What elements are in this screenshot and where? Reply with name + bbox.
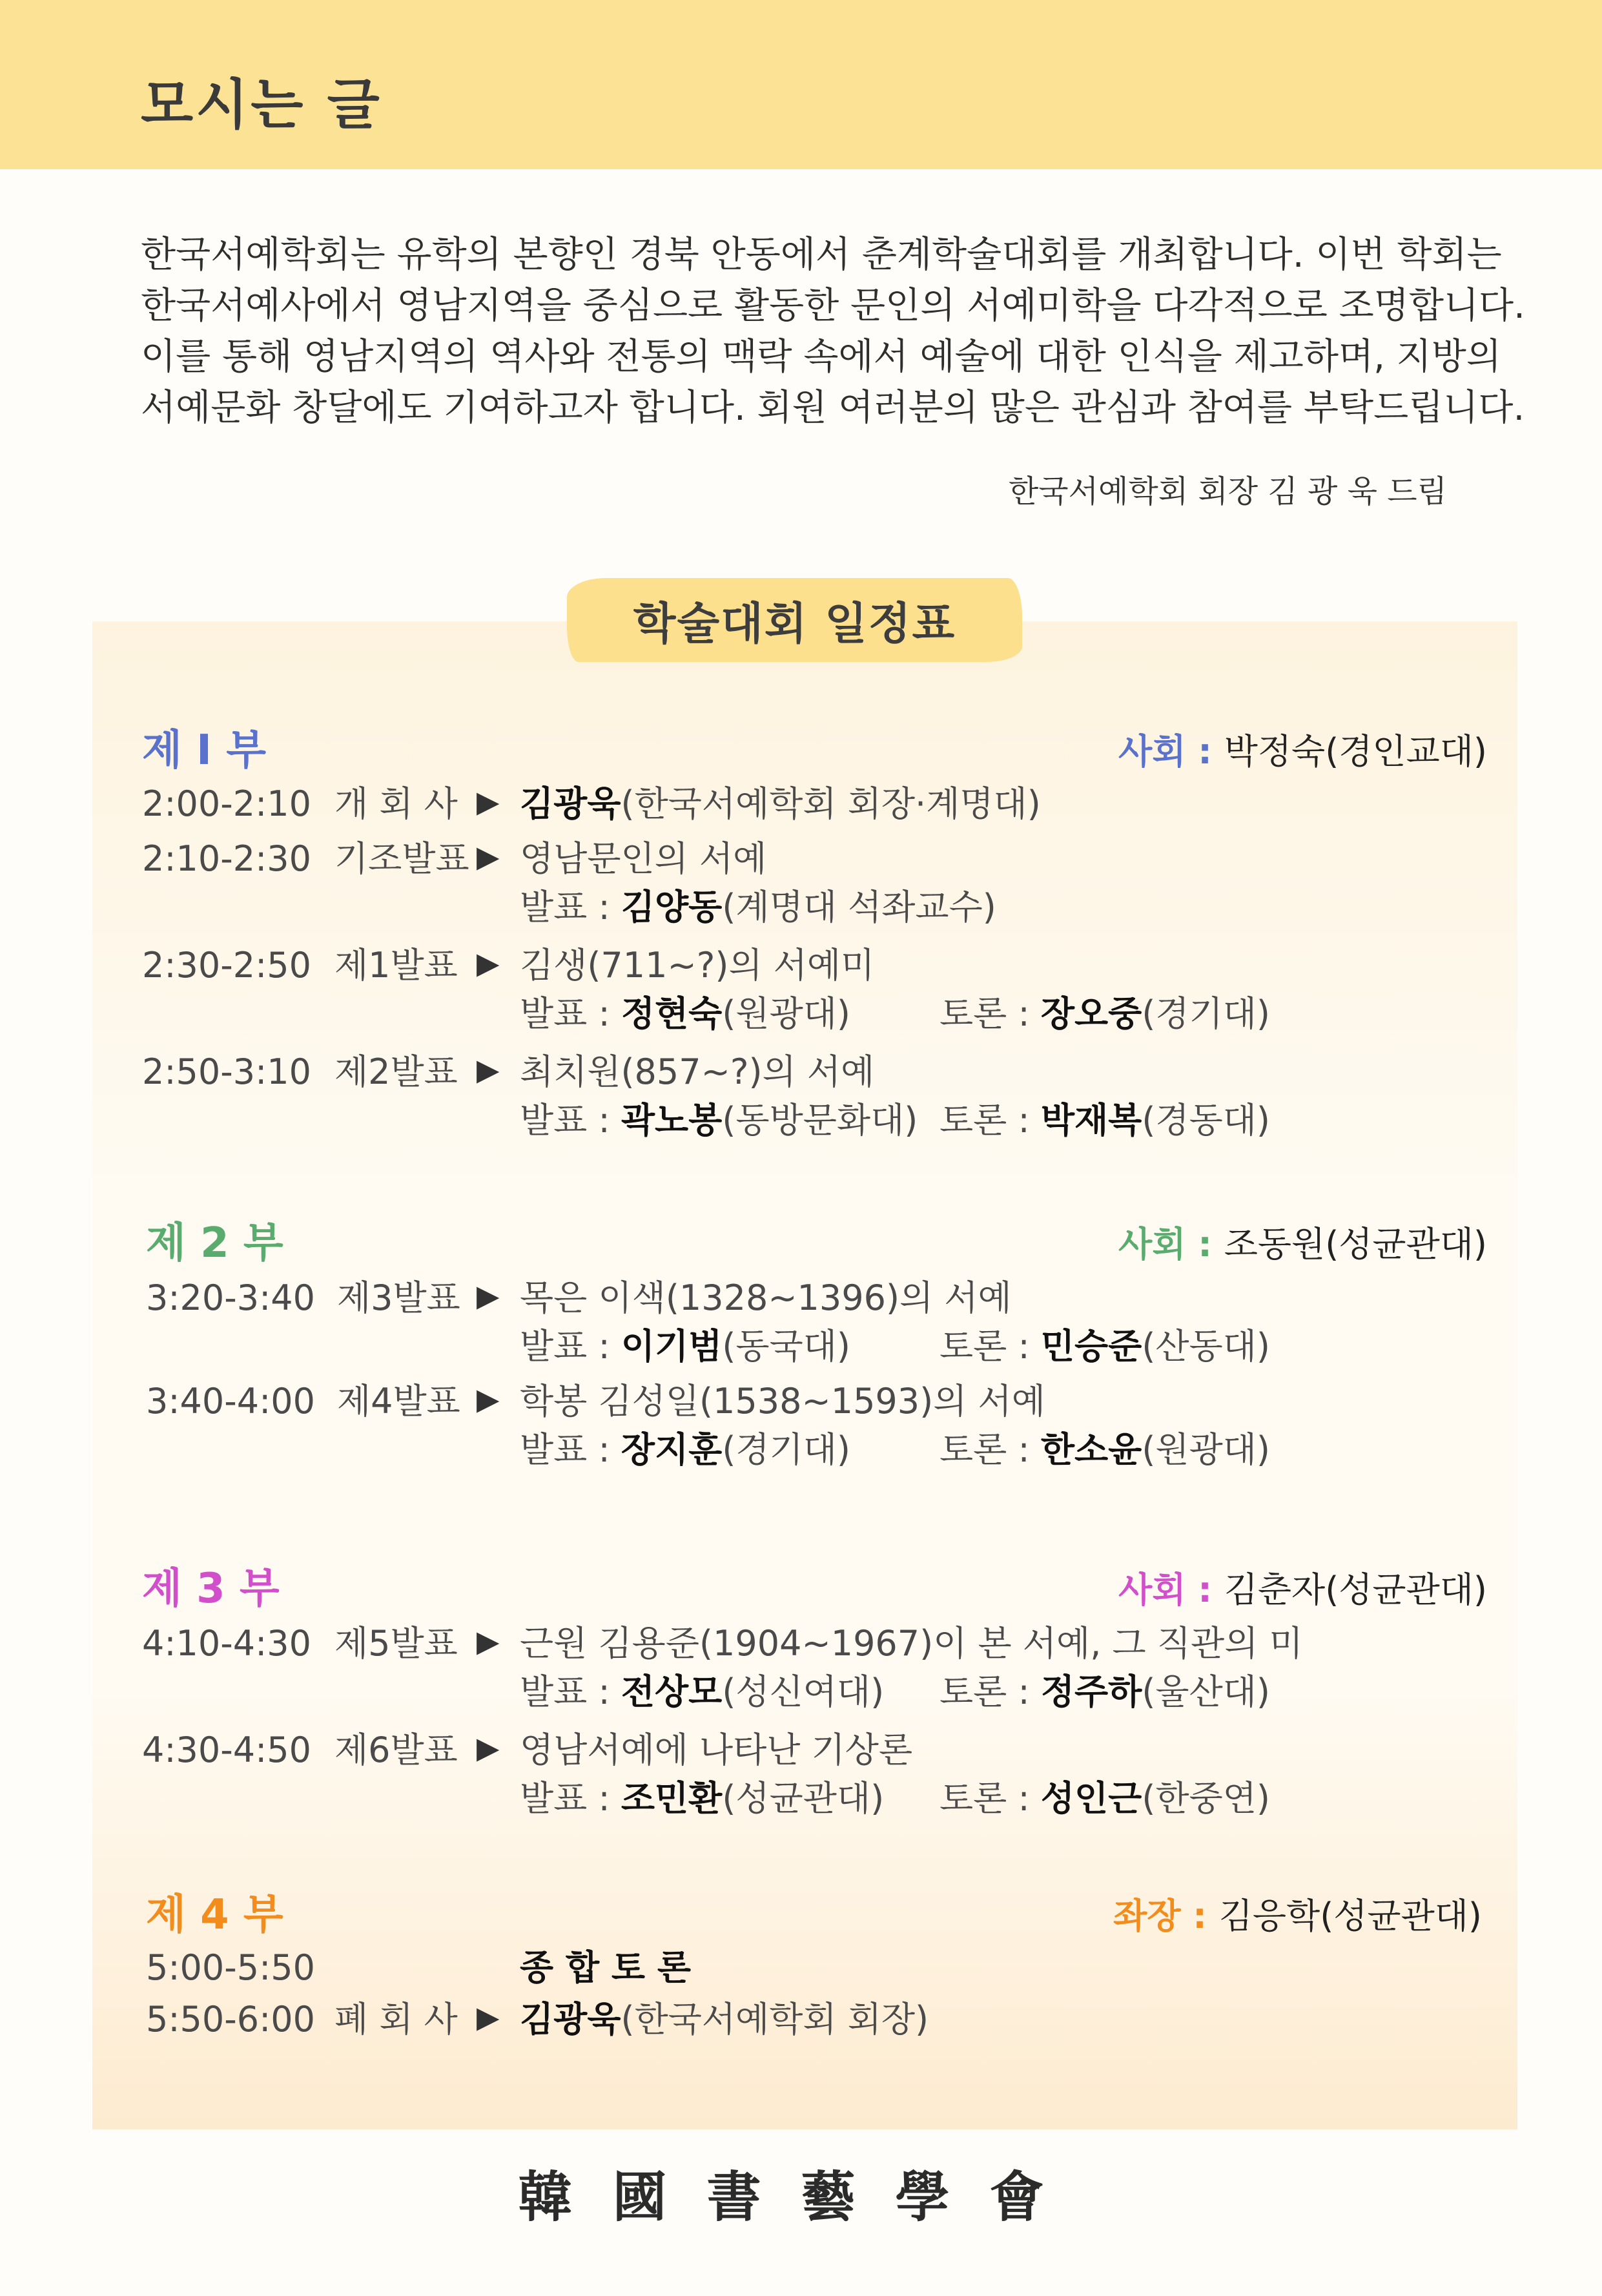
intro-line: 서예문화 창달에도 기여하고자 합니다. 회원 여러분의 많은 관심과 참여를 부탁드립니다. xyxy=(141,387,1525,429)
discussant-affiliation: (한중연) xyxy=(1142,1778,1270,1819)
intro-line: 이를 통해 영남지역의 역사와 전통의 맥락 속에서 예술에 대한 인식을 제고하며, 지방의 xyxy=(141,336,1501,378)
presenter-label: 발표 : xyxy=(520,1778,621,1819)
discussant-label: 토론 : xyxy=(940,1778,1041,1819)
presenter-name: 김양동 xyxy=(621,887,723,927)
row-time: 3:20-3:40 xyxy=(146,1277,316,1318)
host-name: 조동원(성균관대) xyxy=(1224,1224,1487,1265)
talk-title: 종 합 토 론 xyxy=(520,1947,692,1988)
discussant-affiliation: (경기대) xyxy=(1142,993,1270,1034)
arrow-icon: ▶ xyxy=(477,1730,500,1765)
discussant-name: 민승준 xyxy=(1040,1326,1142,1367)
row-time: 3:40-4:00 xyxy=(146,1381,316,1422)
signature: 한국서예학회 회장 김 광 욱 드림 xyxy=(1008,473,1447,510)
part-1-host xyxy=(1118,731,1487,772)
host-label: 사회 : xyxy=(1118,1569,1224,1610)
talk-title: 목은 이색(1328~1396)의 서예 xyxy=(520,1277,1012,1318)
arrow-icon: ▶ xyxy=(477,1624,500,1659)
speaker-name: 김광욱 xyxy=(520,783,621,824)
intro-line: 한국서예학회는 유학의 본향인 경북 안동에서 춘계학술대회를 개최합니다. 이번 학회는 xyxy=(141,234,1502,276)
part-2-title: 제 2 부 xyxy=(146,1219,283,1267)
discussant-name: 성인근 xyxy=(1040,1778,1142,1819)
presenter-name: 정현숙 xyxy=(621,993,723,1034)
intro-line: 한국서예사에서 영남지역을 중심으로 활동한 문인의 서예미학을 다각적으로 조명합니다. xyxy=(141,285,1525,327)
arrow-icon: ▶ xyxy=(477,839,500,874)
talk-title: 영남서예에 나타난 기상론 xyxy=(520,1730,913,1770)
speaker-affiliation: (한국서예학회 회장) xyxy=(621,1999,929,2040)
presenter-label: 발표 : xyxy=(520,993,621,1034)
talk-title: 최치원(857~?)의 서예 xyxy=(520,1051,875,1092)
row-time: 2:00-2:10 xyxy=(142,783,312,824)
presenter-label: 발표 : xyxy=(520,1326,621,1367)
presenter-affiliation: (경기대) xyxy=(722,1429,850,1470)
row-time: 2:10-2:30 xyxy=(142,838,312,879)
discussant-name: 정주하 xyxy=(1040,1671,1142,1712)
row-role: 제4발표 xyxy=(337,1381,460,1422)
host-label: 사회 : xyxy=(1118,731,1224,772)
talk-title: 영남문인의 서예 xyxy=(520,838,767,879)
discussant-name: 장오중 xyxy=(1040,993,1142,1034)
row-role: 개 회 사 xyxy=(334,783,458,824)
part-4-title: 제 4 부 xyxy=(146,1891,283,1939)
society-name: 韓國書藝學會 xyxy=(518,2165,1084,2229)
speaker-affiliation: (한국서예학회 회장·계명대) xyxy=(621,783,1041,824)
discussant-label: 토론 : xyxy=(940,1100,1041,1141)
row-time: 5:50-6:00 xyxy=(146,1999,316,2040)
row-time: 4:30-4:50 xyxy=(142,1730,312,1770)
row-time: 5:00-5:50 xyxy=(146,1947,316,1988)
presenter-name: 조민환 xyxy=(621,1778,723,1819)
schedule-title: 학술대회 일정표 xyxy=(567,578,1022,662)
row-role: 제5발표 xyxy=(334,1623,458,1664)
part-3-host xyxy=(1118,1569,1487,1610)
presenter-affiliation: (원광대) xyxy=(722,993,850,1034)
row-time: 2:30-2:50 xyxy=(142,945,312,986)
row-time: 2:50-3:10 xyxy=(142,1051,312,1092)
intro-paragraph xyxy=(141,229,1525,433)
presenter-name: 곽노봉 xyxy=(621,1100,723,1141)
arrow-icon: ▶ xyxy=(477,1381,500,1416)
row-role: 기조발표 xyxy=(334,838,469,879)
row-role: 제6발표 xyxy=(334,1730,458,1770)
arrow-icon: ▶ xyxy=(477,1052,500,1087)
row-role: 제2발표 xyxy=(334,1051,458,1092)
host-name: 김춘자(성균관대) xyxy=(1224,1569,1487,1610)
talk-title: 학봉 김성일(1538~1593)의 서예 xyxy=(520,1381,1045,1422)
talk-title: 근원 김용준(1904~1967)이 본 서예, 그 직관의 미 xyxy=(520,1623,1303,1664)
discussant-affiliation: (울산대) xyxy=(1142,1671,1270,1712)
presenter-name: 장지훈 xyxy=(621,1429,723,1470)
row-role: 제3발표 xyxy=(337,1277,460,1318)
host-label: 사회 : xyxy=(1118,1224,1224,1265)
talk-title: 김생(711~?)의 서예미 xyxy=(520,945,875,986)
discussant-label: 토론 : xyxy=(940,993,1041,1034)
presenter-label: 발표 : xyxy=(520,1100,621,1141)
presenter-affiliation: (동방문화대) xyxy=(722,1100,918,1141)
part-2-host xyxy=(1118,1224,1487,1265)
discussant-name: 한소윤 xyxy=(1040,1429,1142,1470)
arrow-icon: ▶ xyxy=(477,946,500,980)
arrow-icon: ▶ xyxy=(477,1278,500,1313)
presenter-label: 발표 : xyxy=(520,1671,621,1712)
discussant-label: 토론 : xyxy=(940,1429,1041,1470)
host-name: 김응학(성균관대) xyxy=(1218,1896,1482,1936)
presenter-affiliation: (성신여대) xyxy=(722,1671,885,1712)
presenter-label: 발표 : xyxy=(520,1429,621,1470)
part-4-chair xyxy=(1113,1896,1482,1936)
presenter-affiliation: (계명대 석좌교수) xyxy=(722,887,996,927)
presenter-name: 이기범 xyxy=(621,1326,723,1367)
row-role: 폐 회 사 xyxy=(334,1999,458,2040)
host-name: 박정숙(경인교대) xyxy=(1224,731,1487,772)
host-label: 좌장 : xyxy=(1113,1896,1219,1936)
discussant-affiliation: (원광대) xyxy=(1142,1429,1270,1470)
discussant-name: 박재복 xyxy=(1040,1100,1142,1141)
presenter-affiliation: (동국대) xyxy=(722,1326,850,1367)
presenter-label: 발표 : xyxy=(520,887,621,927)
part-3-title: 제 3 부 xyxy=(142,1565,280,1613)
arrow-icon: ▶ xyxy=(477,2000,500,2034)
speaker-name: 김광욱 xyxy=(520,1999,621,2040)
discussant-affiliation: (경동대) xyxy=(1142,1100,1270,1141)
page-title: 모시는 글 xyxy=(141,73,382,136)
row-time: 4:10-4:30 xyxy=(142,1623,312,1664)
discussant-affiliation: (산동대) xyxy=(1142,1326,1270,1367)
discussant-label: 토론 : xyxy=(940,1671,1041,1712)
row-role: 제1발표 xyxy=(334,945,458,986)
discussant-label: 토론 : xyxy=(940,1326,1041,1367)
arrow-icon: ▶ xyxy=(477,784,500,819)
presenter-affiliation: (성균관대) xyxy=(722,1778,885,1819)
part-1-title: 제 I 부 xyxy=(142,727,267,774)
presenter-name: 전상모 xyxy=(621,1671,723,1712)
